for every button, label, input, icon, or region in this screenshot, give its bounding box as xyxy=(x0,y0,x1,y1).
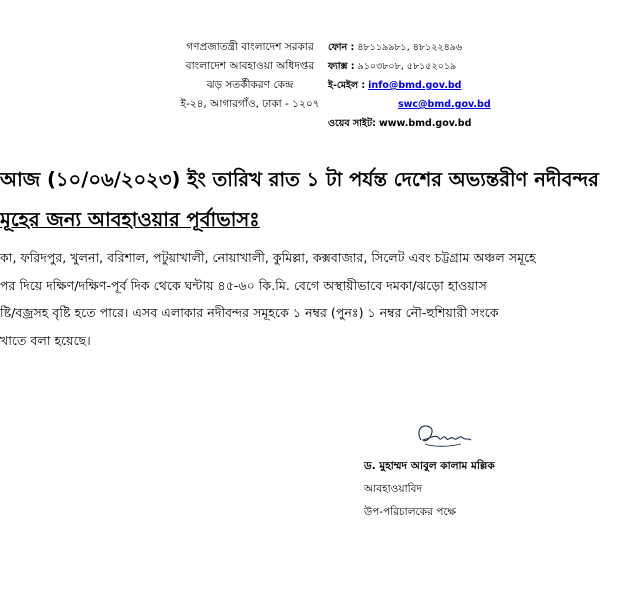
handwritten-signature xyxy=(413,418,473,452)
email-row xyxy=(328,76,518,95)
centre-name: ঝড় সতর্কীকরণ কেন্দ্র xyxy=(206,79,294,91)
phone-value: ৪৮১১৯৯৮১, ৪৮১২২৪৯৬ xyxy=(357,42,463,53)
forecast-title xyxy=(0,160,640,240)
fax-label: ফ্যাক্স : xyxy=(328,61,355,72)
forecast-body-line-4: খাতে বলা হয়েছে। xyxy=(0,332,91,348)
phone-row xyxy=(328,38,518,57)
govt-name: গণপ্রজাতন্ত্রী বাংলাদেশ সরকার xyxy=(186,41,314,53)
forecast-body-line-3: ষ্টি/বজ্রসহ বৃষ্টি হতে পারে। এসব এলাকার নদীবন্দর সমূহকে ১ নম্বর (পুনঃ) ১ নম্বর নৌ-হুশিয়ারী সংকে xyxy=(0,305,499,320)
forecast-title-line-1: আজ (১০/০৬/২০২৩) ইং তারিখ রাত ১ টা পর্যন্ত দেশের অভ্যন্তরীণ নদীবন্দর xyxy=(0,168,599,191)
fax-row xyxy=(328,57,518,76)
forecast-body xyxy=(0,244,640,354)
signatory-designation: আবহাওয়াবিদ xyxy=(364,483,422,495)
forecast-body-line-1: কা, ফরিদপুর, খুলনা, বরিশাল, পটুয়াখালী, নোয়াখালী, কুমিল্লা, কক্সবাজার, সিলেট এবং চট্টগ্রাম অঞ্চল সমূহে xyxy=(0,250,536,265)
email-link-swc[interactable]: swc@bmd.gov.bd xyxy=(398,99,491,110)
forecast-body-line-2: পর দিয়ে দক্ষিণ/দক্ষিণ-পূর্ব দিক থেকে ঘন্টায় ৪৫-৬০ কি.মি. বেগে অস্থায়ীভাবে দমকা/ঝড়ো হাওয়াস xyxy=(0,277,487,293)
contact-block xyxy=(328,38,518,133)
office-header xyxy=(160,38,340,114)
department-name: বাংলাদেশ আবহাওয়া অধিদপ্তর xyxy=(185,60,315,72)
email-link-info[interactable]: info@bmd.gov.bd xyxy=(368,80,462,91)
website-row xyxy=(328,114,518,133)
email-label: ই-মেইল : xyxy=(328,80,366,91)
office-address: ই-২৪, আগারগাঁও, ঢাকা - ১২০৭ xyxy=(180,98,320,110)
phone-label: ফোন : xyxy=(328,42,355,53)
forecast-title-line-2: মূহের জন্য আবহাওয়ার পূর্বাভাসঃ xyxy=(0,208,260,231)
signature-block xyxy=(364,455,624,524)
fax-value: ৯১০৩৮০৮, ৫৮১৫২০১৯ xyxy=(357,61,457,72)
signatory-name: ড. মুহাম্মদ আবুল কালাম মল্লিক xyxy=(364,460,495,472)
website-value: www.bmd.gov.bd xyxy=(378,118,472,129)
signatory-on-behalf: উপ-পরিচালকের পক্ষে xyxy=(364,506,457,518)
email-row-2 xyxy=(328,95,518,114)
website-label: ওয়েব সাইট: xyxy=(328,118,376,129)
